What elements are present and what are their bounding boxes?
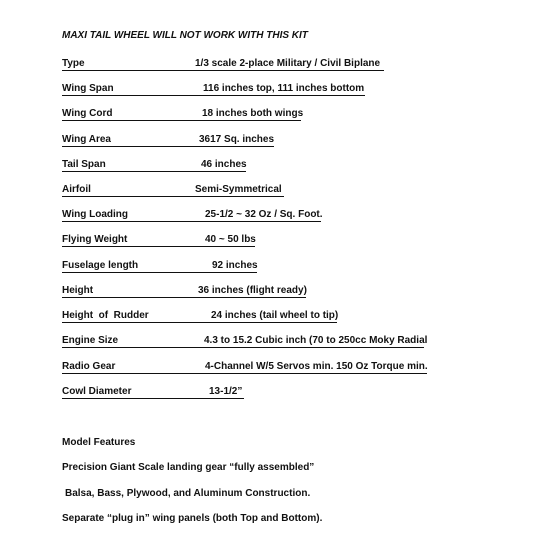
spec-label: Cowl Diameter bbox=[62, 386, 132, 397]
feature-item: Separate “plug in” wing panels (both Top and Bottom). bbox=[62, 513, 323, 524]
spec-row-radio-gear bbox=[62, 361, 532, 375]
spec-value: 46 inches bbox=[201, 159, 247, 170]
spec-value: 4.3 to 15.2 Cubic inch (70 to 250cc Moky Radial bbox=[204, 335, 428, 346]
spec-label: Wing Cord bbox=[62, 108, 113, 119]
spec-value: 3617 Sq. inches bbox=[199, 134, 275, 145]
features-heading: Model Features bbox=[62, 437, 136, 448]
spec-value: 18 inches both wings bbox=[202, 108, 304, 119]
spec-label: Height bbox=[62, 285, 94, 296]
spec-underline bbox=[62, 196, 284, 197]
spec-value: Semi-Symmetrical bbox=[195, 184, 282, 195]
spec-label: Tail Span bbox=[62, 159, 106, 170]
spec-label: Type bbox=[62, 58, 85, 69]
spec-row-fuselage-length bbox=[62, 260, 532, 274]
spec-row-wing-area bbox=[62, 134, 532, 148]
spec-underline bbox=[62, 297, 306, 298]
spec-label: Fuselage length bbox=[62, 260, 139, 271]
spec-row-engine-size bbox=[62, 335, 532, 349]
spec-underline bbox=[62, 347, 424, 348]
spec-label: Engine Size bbox=[62, 335, 119, 346]
spec-label: Wing Span bbox=[62, 83, 114, 94]
spec-label: Radio Gear bbox=[62, 361, 116, 372]
spec-underline bbox=[62, 322, 337, 323]
spec-underline bbox=[62, 120, 301, 121]
spec-value: 92 inches bbox=[212, 260, 258, 271]
spec-row-height-of-rudder bbox=[62, 310, 532, 324]
feature-item: Balsa, Bass, Plywood, and Aluminum Construction. bbox=[65, 488, 311, 499]
spec-row-wing-cord bbox=[62, 108, 532, 122]
spec-row-wing-span bbox=[62, 83, 532, 97]
spec-row-cowl-diameter bbox=[62, 386, 532, 400]
spec-underline bbox=[62, 95, 365, 96]
spec-underline bbox=[62, 146, 274, 147]
spec-label: Flying Weight bbox=[62, 234, 128, 245]
spec-value: 24 inches (tail wheel to tip) bbox=[211, 310, 339, 321]
spec-value: 1/3 scale 2-place Military / Civil Biplane bbox=[195, 58, 381, 69]
spec-row-tail-span bbox=[62, 159, 532, 173]
spec-row-flying-weight bbox=[62, 234, 532, 248]
spec-underline bbox=[62, 70, 384, 71]
spec-row-wing-loading bbox=[62, 209, 532, 223]
spec-label: Airfoil bbox=[62, 184, 91, 195]
spec-row-airfoil bbox=[62, 184, 532, 198]
spec-underline bbox=[62, 373, 427, 374]
spec-row-type bbox=[62, 58, 532, 72]
spec-value: 36 inches (flight ready) bbox=[198, 285, 307, 296]
spec-row-height bbox=[62, 285, 532, 299]
spec-underline bbox=[62, 221, 321, 222]
feature-item: Precision Giant Scale landing gear “fully assembled” bbox=[62, 462, 315, 473]
spec-value: 40 ~ 50 lbs bbox=[205, 234, 256, 245]
spec-underline bbox=[62, 398, 244, 399]
spec-value: 116 inches top, 111 inches bottom bbox=[203, 83, 365, 94]
spec-value: 4-Channel W/5 Servos min. 150 Oz Torque min. bbox=[205, 361, 428, 372]
spec-underline bbox=[62, 171, 246, 172]
spec-value: 13-1/2” bbox=[209, 386, 243, 397]
spec-label: Wing Loading bbox=[62, 209, 129, 220]
spec-value: 25-1/2 ~ 32 Oz / Sq. Foot. bbox=[205, 209, 323, 220]
spec-label: Height of Rudder bbox=[62, 310, 149, 321]
spec-label: Wing Area bbox=[62, 134, 111, 145]
spec-underline bbox=[62, 272, 257, 273]
tail-wheel-notice: MAXI TAIL WHEEL WILL NOT WORK WITH THIS KIT bbox=[62, 30, 308, 41]
spec-underline bbox=[62, 246, 255, 247]
